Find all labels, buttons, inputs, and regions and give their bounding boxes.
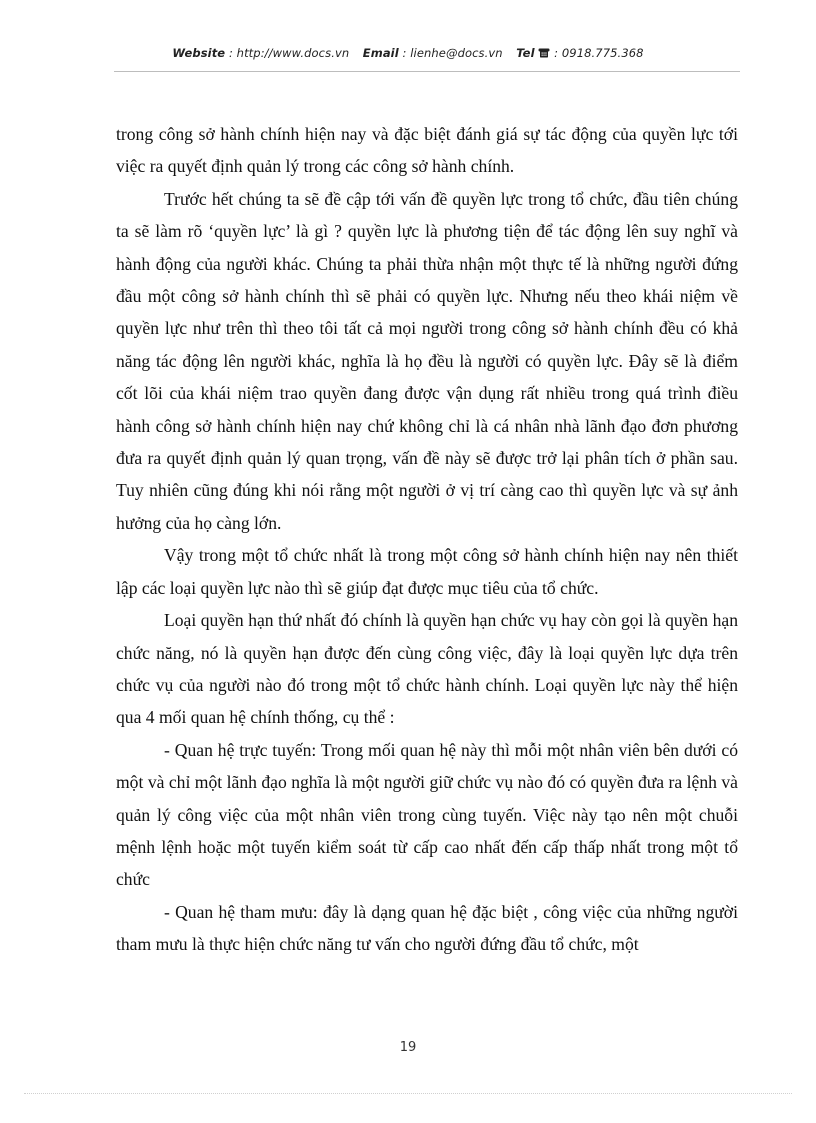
paragraph: - Quan hệ trực tuyến: Trong mối quan hệ này thì mỗi một nhân viên bên dưới có một và chỉ một lãnh đạo nghĩa là một người giữ chức vụ nào đó có quyền đưa ra lệnh và quản lý công việc của một nhân viên trong cùng tuyến. Việc này tạo nên một chuỗi mệnh lệnh hoặc một tuyến kiểm soát từ cấp cao nhất đến cấp thấp nhất trong một tổ chức: [116, 739, 738, 890]
tel-label: Tel: [516, 46, 535, 60]
email-value: : lienhe@docs.vn: [402, 46, 503, 60]
paragraph: - Quan hệ tham mưu: đây là dạng quan hệ đặc biệt , công việc của những người tham mưu là thực hiện chức năng tư vấn cho người đứng đầu tổ chức, một: [116, 901, 738, 955]
email-label: Email: [362, 46, 399, 60]
page-header: [0, 46, 816, 61]
page-number: 19: [399, 1040, 417, 1055]
paragraph: Trước hết chúng ta sẽ đề cập tới vấn đề quyền lực trong tổ chức, đầu tiên chúng ta sẽ làm rõ ‘quyền lực’ là gì ? quyền lực là phương tiện để tác động lên suy nghĩ và hành động của người khác. Chúng ta phải thừa nhận một thực tế là những người đứng đầu một công sở hành chính thì sẽ phải có quyền lực. Nhưng nếu theo khái niệm về quyền lực như trên thì theo tôi tất cả mọi người trong công sở hành chính đều có khả năng tác động lên người khác, nghĩa là họ đều là người có quyền lực. Đây sẽ là điểm cốt lõi của khái niệm trao quyền đang được vận dụng rất nhiều trong quá trình điều hành công sở hành chính hiện nay chứ không chỉ là cá nhân nhà lãnh đạo đơn phương đưa ra quyết định quản lý quan trọng, vấn đề này sẽ được trở lại phân tích ở phần sau. Tuy nhiên cũng đúng khi nói rằng một người ở vị trí càng cao thì quyền lực và sự ảnh hưởng của họ càng lớn.: [116, 188, 738, 533]
website-value: : http://www.docs.vn: [228, 46, 350, 60]
tel-value: : 0918.775.368: [554, 46, 644, 60]
phone-icon: [538, 47, 550, 61]
paragraph: Loại quyền hạn thứ nhất đó chính là quyền hạn chức vụ hay còn gọi là quyền hạn chức năng, nó là quyền hạn được đến cùng công việc, đây là loại quyền lực dựa trên chức vụ của người nào đó trong một tổ chức hành chính. Loại quyền lực này thể hiện qua 4 mối quan hệ chính thống, cụ thể :: [116, 610, 738, 728]
website-label: Website: [172, 46, 226, 60]
paragraph: trong công sở hành chính hiện nay và đặc biệt đánh giá sự tác động của quyền lực tới việc ra quyết định quản lý trong các công sở hành chính.: [116, 124, 738, 177]
footer-divider: [24, 1093, 792, 1094]
paragraph: Vậy trong một tổ chức nhất là trong một công sở hành chính hiện nay nên thiết lập các loại quyền lực nào thì sẽ giúp đạt được mục tiêu của tổ chức.: [116, 545, 738, 598]
header-divider: [114, 71, 740, 72]
document-body: [116, 118, 738, 961]
